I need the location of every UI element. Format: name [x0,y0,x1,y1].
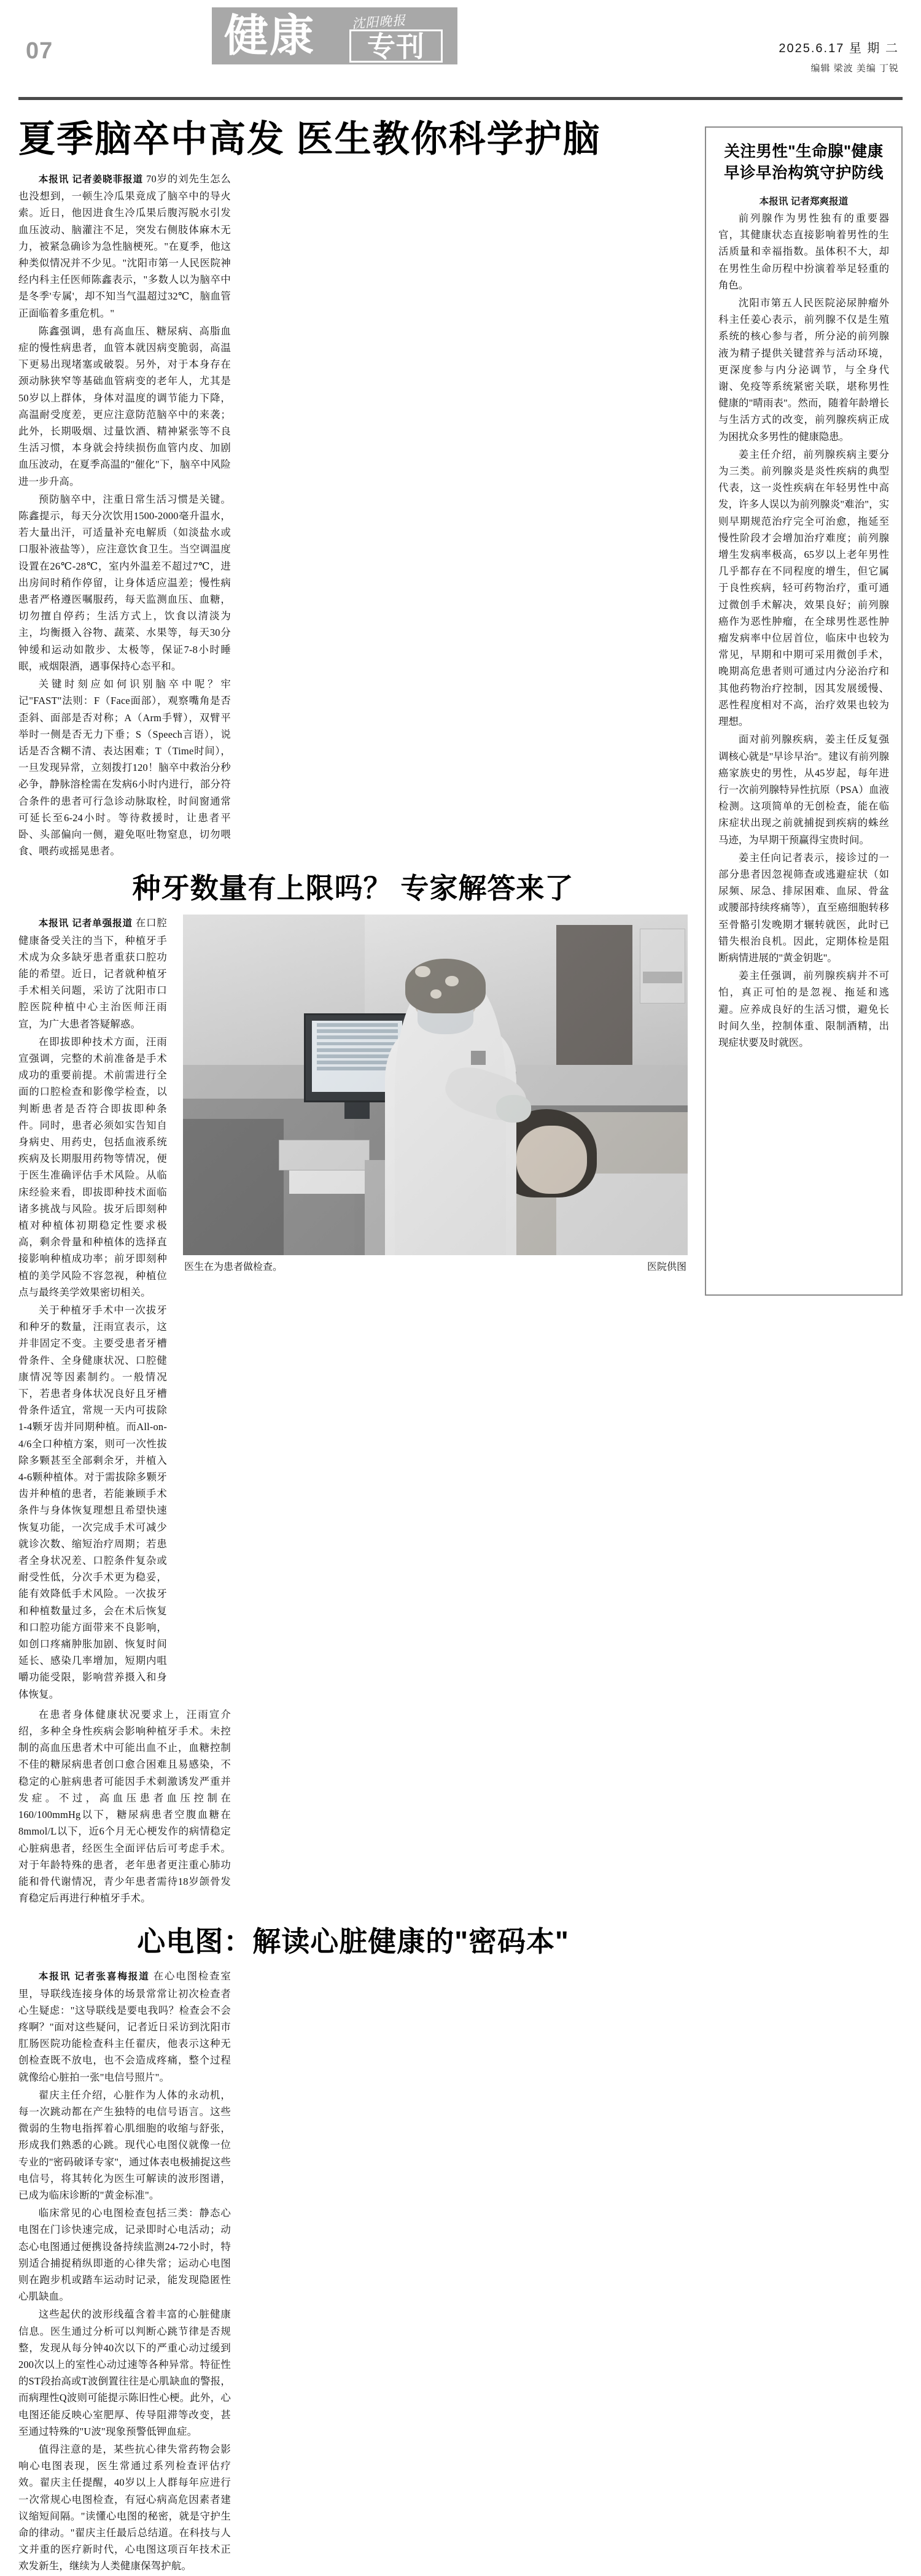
article-stroke-prevention [18,104,688,861]
photo-credit: 医院供图 [647,1262,686,1273]
masthead [0,0,921,98]
article1-paragraph: 预防脑卒中，注重日常生活习惯是关键。陈鑫提示，每天分次饮用1500-2000毫升温水，若大量出汗，可适量补充电解质（如淡盐水或口服补液盐等），应注意饮食卫生。当空调温度设置在26℃-28℃，室内外温差不超过7℃，进出房间时稍作停留，让身体适应温差；慢性病患者严格遵医嘱服药，每天监测血压、血糖，切勿擅自停药；生活方式上，饮食以清淡为主，均衡摄入谷物、蔬菜、水果等，每天30分钟缓和运动如散步、太极等，保证7-8小时睡眠，戒烟限酒，遇事保持心态平和。 [18,493,231,672]
article3-paragraph: 临床常见的心电图检查包括三类：静态心电图在门诊快速完成，记录即时心电活动；动态心电图通过便携设备持续监测24-72小时，特别适合捕捉稍纵即逝的心律失常；运动心电图则在跑步机或踏车运动时记录，能发现隐匿性心肌缺血。 [18,2207,231,2303]
article3-headline: 心电图：解读心脏健康的"密码本" [137,1925,569,1958]
sidebar-prostate-health [705,126,903,1296]
photo-caption: 医生在为患者做检查。 [184,1262,283,1273]
article2-continued-body [18,1706,688,1908]
sidebar-headline [718,141,889,184]
main-column-zone [18,104,688,2576]
article2-photo-block [183,915,688,1278]
page-number: 07 [26,38,53,64]
sidebar-zone [705,126,903,1296]
article1-paragraph: 陈鑫强调，患有高血压、糖尿病、高脂血症的慢性病患者，血管本就因病变脆弱，高温下更易出现堵塞或破裂。另外，对于本身存在颈动脉狭窄等基础血管病变的老年人，尤其是50岁以上群体，身体对温度的调节能力下降，高温耐受度差，更应注意防范脑卒中的来袭；此外，长期吸烟、过量饮酒、精神紧张等不良生活习惯，本身就会持续损伤血管内皮、加剧血压波动，在夏季高温的"催化"下，脑卒中风险进一步升高。 [18,325,231,487]
nameplate-block [212,7,457,64]
photo-caption-row [183,1255,688,1278]
article2-byline: 本报讯 记者单强报道 [38,918,133,929]
article1-byline: 本报讯 记者姜晓菲报道 [38,174,144,185]
sidebar-paragraph: 面对前列腺疾病，姜主任反复强调核心就是"早诊早治"。建议有前列腺癌家族史的男性，从45岁起，每年进行一次前列腺特异性抗原（PSA）血液检测。这项简单的无创检查，能在临床症状出现之前就捕捉到疾病的蛛丝马迹，为早期干预赢得宝贵时间。 [718,733,889,846]
dateline [779,38,899,74]
nameplate-script-logo: 沈阳晚报 [351,12,406,32]
article3-paragraph: 翟庆主任介绍，心脏作为人体的永动机，每一次跳动都在产生独特的电信号语言。这些微弱的生物电指挥着心肌细胞的收缩与舒张，形成我们熟悉的心跳。现代心电图仪就像一位专业的"密码破译专家"，通过体表电极捕捉这些电信号，将其转化为医生可解读的波形图谱，已成为临床诊断的"黄金标准"。 [18,2089,231,2201]
article2-paragraph: 在即拔即种技术方面，汪雨宣强调，完整的术前准备是手术成功的重要前提。术前需进行全面的口腔检查和影像学检查，以判断患者是否符合即拔即种条件。同时，患者必须如实告知自身病史、用药史，包括血液系统疾病及长期服用药物等情况，便于医生准确评估手术风险。从临床经验来看，即拔即种技术面临诸多挑战与风险。拔牙后即刻种植对种植体初期稳定性要求极高，剩余骨量和种植体的选择直接影响种植成功率；前牙即刻种植的美学风险不容忽视，种植位点与最终美学效果密切相关。 [18,1035,167,1298]
sidebar-paragraph: 前列腺作为男性独有的重要器官，其健康状态直接影响着男性的生活质量和幸福指数。虽体积不大，却在男性生命历程中扮演着举足轻重的角色。 [718,212,889,291]
sidebar-paragraph: 姜主任介绍，前列腺疾病主要分为三类。前列腺炎是炎性疾病的典型代表，这一炎性疾病在年轻男性中高发，许多人误以为前列腺炎"难治"，实则早期规范治疗完全可治愈，拖延至慢性阶段才会增加治疗难度；前列腺增生发病率极高，65岁以上老年男性几乎都存在不同程度的增生，但它属于良性疾病，轻可药物治疗，重可通过微创手术解决，效果良好；前列腺癌作为恶性肿瘤，在全球男性恶性肿瘤发病率中位居首位，临床中也较为常见，早期和中期可采用微创手术，晚期高危患者则可通过内分泌治疗和其他药物治疗控制，因其发展缓慢、恶性程度相对不高，治疗效果也较为理想。 [718,448,889,728]
sidebar-headline-line1: 关注男性"生命腺"健康 [724,143,884,160]
sidebar-paragraph: 沈阳市第五人民医院泌尿肿瘤外科主任姜心表示，前列腺不仅是生殖系统的核心参与者，所分泌的前列腺液为精子提供关键营养与活动环境，更深度参与内分泌调节，与全身代谢、免疫等系统紧密关联，堪称男性健康的"晴雨表"。然而，随着年龄增长与生活方式的改变，前列腺疾病正成为困扰众多男性的健康隐患。 [718,297,889,443]
article-ecg [18,1916,688,2575]
article1-body [18,171,688,861]
nameplate-supplement-box [349,29,443,63]
article2-paragraph: 关于种植牙手术中一次拔牙和种牙的数量，汪雨宣表示，这并非固定不变。主要受患者牙槽骨条件、全身健康状况、口腔健康情况等因素制约。一般情况下，若患者身体状况良好且牙槽骨条件适宜，常规一天内可拔除1-4颗牙齿并同期种植。而All-on-4/6全口种植方案，则可一次性拔除多颗甚至全部剩余牙，并植入4-6颗种植体。对于需拔除多颗牙齿并种植的患者，若能兼顾手术条件与身体恢复理想且希望快速恢复功能，一次完成手术可减少就诊次数、缩短治疗周期；若患者全身状况差、口腔条件复杂或耐受性低，分次手术更为稳妥，能有效降低手术风险。一次拔牙和种植数量过多，会在术后恢复和口腔功能方面带来不良影响，如创口疼痛肿胀加剧、恢复时间延长、感染几率增加，短期内咀嚼功能受限，影响营养摄入和身体恢复。 [18,1304,167,1700]
nameplate-title: 健康 [224,12,316,61]
masthead-divider [18,97,903,100]
article1-headline: 夏季脑卒中高发 医生教你科学护脑 [18,118,601,160]
nameplate-supplement-label: 专刊 [367,31,425,63]
article2-p0: 在口腔健康备受关注的当下，种植牙手术成为众多缺牙患者重获口腔功能的希望。近日，记者就种植牙手术相关问题，采访了沈阳市口腔医院种植中心主治医师汪雨宣，为广大患者答疑解惑。 [18,917,167,1030]
sidebar-paragraph: 姜主任向记者表示，接诊过的一部分患者因忽视筛查或逃避症状（如尿频、尿急、排尿困难、血尿、骨盆或腰部持续疼痛等），直至癌细胞转移至骨骼引发晚期才辗转就医，此时已错失根治良机。因此，定期体检是阻断病情进展的"黄金钥匙"。 [718,851,889,964]
article-dental-implants [18,863,688,1908]
article3-body [18,1968,688,2575]
publication-date: 2025.6.17 星 期 二 [779,42,899,55]
article2-top-block [18,915,688,1704]
editor-credits: 编辑 梁波 美编 丁锐 [810,63,899,74]
article1-paragraph [18,171,231,322]
sidebar-byline: 本报讯 记者郑爽报道 [759,196,849,207]
sidebar-paragraph: 姜主任强调，前列腺疾病并不可怕，真正可怕的是忽视、拖延和逃避。应养成良好的生活习惯，避免长时间久坐，控制体重、限制酒精，出现症状要及时就医。 [718,970,889,1048]
article3-paragraph [18,1968,231,2085]
article1-paragraph: 关键时刻应如何识别脑卒中呢？牢记"FAST"法则：F（Face面部），观察嘴角是否歪斜、面部是否对称；A（Arm手臂），双臂平举时一侧是否无力下垂；S（Speech言语），说话是否含糊不清、表达困难；T（Time时间），一旦发现异常，立刻拨打120！脑卒中救治分秒必争，静脉溶栓需在发病6小时内进行，部分符合条件的患者可行急诊动脉取栓，时间窗通常可延长至6-24小时。等待救援时，让患者平卧、头部偏向一侧，避免呕吐物窒息，切勿喂食、喂药或摇晃患者。 [18,678,231,857]
article1-p0: 70岁的刘先生怎么也没想到，一顿生冷瓜果竟成了脑卒中的导火索。近日，他因进食生冷瓜果后腹泻脱水引发血压波动、脑灌注不足，突发右侧肢体麻木无力，被紧急确诊为急性脑梗死。"在夏季，他这种类似情况并不少见。"沈阳市第一人民医院神经内科主任医师陈鑫表示，"多数人以为脑卒中是冬季'专属'，却不知当气温超过32℃，脑血管正面临着多重危机。" [18,173,231,319]
article2-left-text [18,915,167,1704]
sidebar-headline-line2: 早诊早治构筑守护防线 [723,164,884,182]
dental-clinic-photo [183,915,688,1255]
article3-paragraph: 这些起伏的波形线蕴含着丰富的心脏健康信息。医生通过分析可以判断心跳节律是否规整，发现从每分钟40次以下的严重心动过缓到200次以上的室性心动过速等各种异常。特征性的ST段抬高或T波倒置往往是心肌缺血的警报，而病理性Q波则可能提示陈旧性心梗。此外，心电图还能反映心室肥厚、传导阻滞等改变，甚至通过特殊的"U波"现象预警低钾血症。 [18,2308,231,2437]
article3-byline: 本报讯 记者张喜梅报道 [38,1971,150,1982]
article2-paragraph [18,915,167,1032]
article2-paragraph: 在患者身体健康状况要求上，汪雨宣介绍，多种全身性疾病会影响种植牙手术。未控制的高血压患者术中可能出血不止，血糖控制不佳的糖尿病患者创口愈合困难且易感染，不稳定的心脏病患者可能因手术刺激诱发严重并发症。不过，高血压患者血压控制在160/100mmHg以下，糖尿病患者空腹血糖在8mmol/L以下，近6个月无心梗发作的病情稳定心脏病患者，经医生全面评估后可考虑手术。对于年龄特殊的患者，老年患者更注重心肺功能和骨代谢情况，青少年患者需待18岁颌骨发育稳定后再进行种植牙手术。 [18,1708,231,1905]
article3-paragraph: 值得注意的是，某些抗心律失常药物会影响心电图表现，医生常通过系列检查评估疗效。翟庆主任提醒，40岁以上人群每年应进行一次常规心电图检查，有冠心病高危因素者建议缩短间隔。"读懂心电图的秘密，就是守护生命的律动。"翟庆主任最后总结道。在科技与人文并重的医疗新时代，心电图这项百年技术正欢发新生，继续为人类健康保驾护航。 [18,2443,231,2572]
article3-p0: 在心电图检查室里，导联线连接身体的场景常常让初次检查者心生疑虑："这导联线是要电我吗？检查会不会疼啊？"面对这些疑问，记者近日采访到沈阳市肛肠医院功能检查科主任翟庆，他表示这种无创检查既不放电，也不会造成疼痛，整个过程就像给心脏拍一张"电信号照片"。 [18,1970,231,2083]
article2-headline: 种牙数量有上限吗？ 专家解答来了 [132,872,574,905]
